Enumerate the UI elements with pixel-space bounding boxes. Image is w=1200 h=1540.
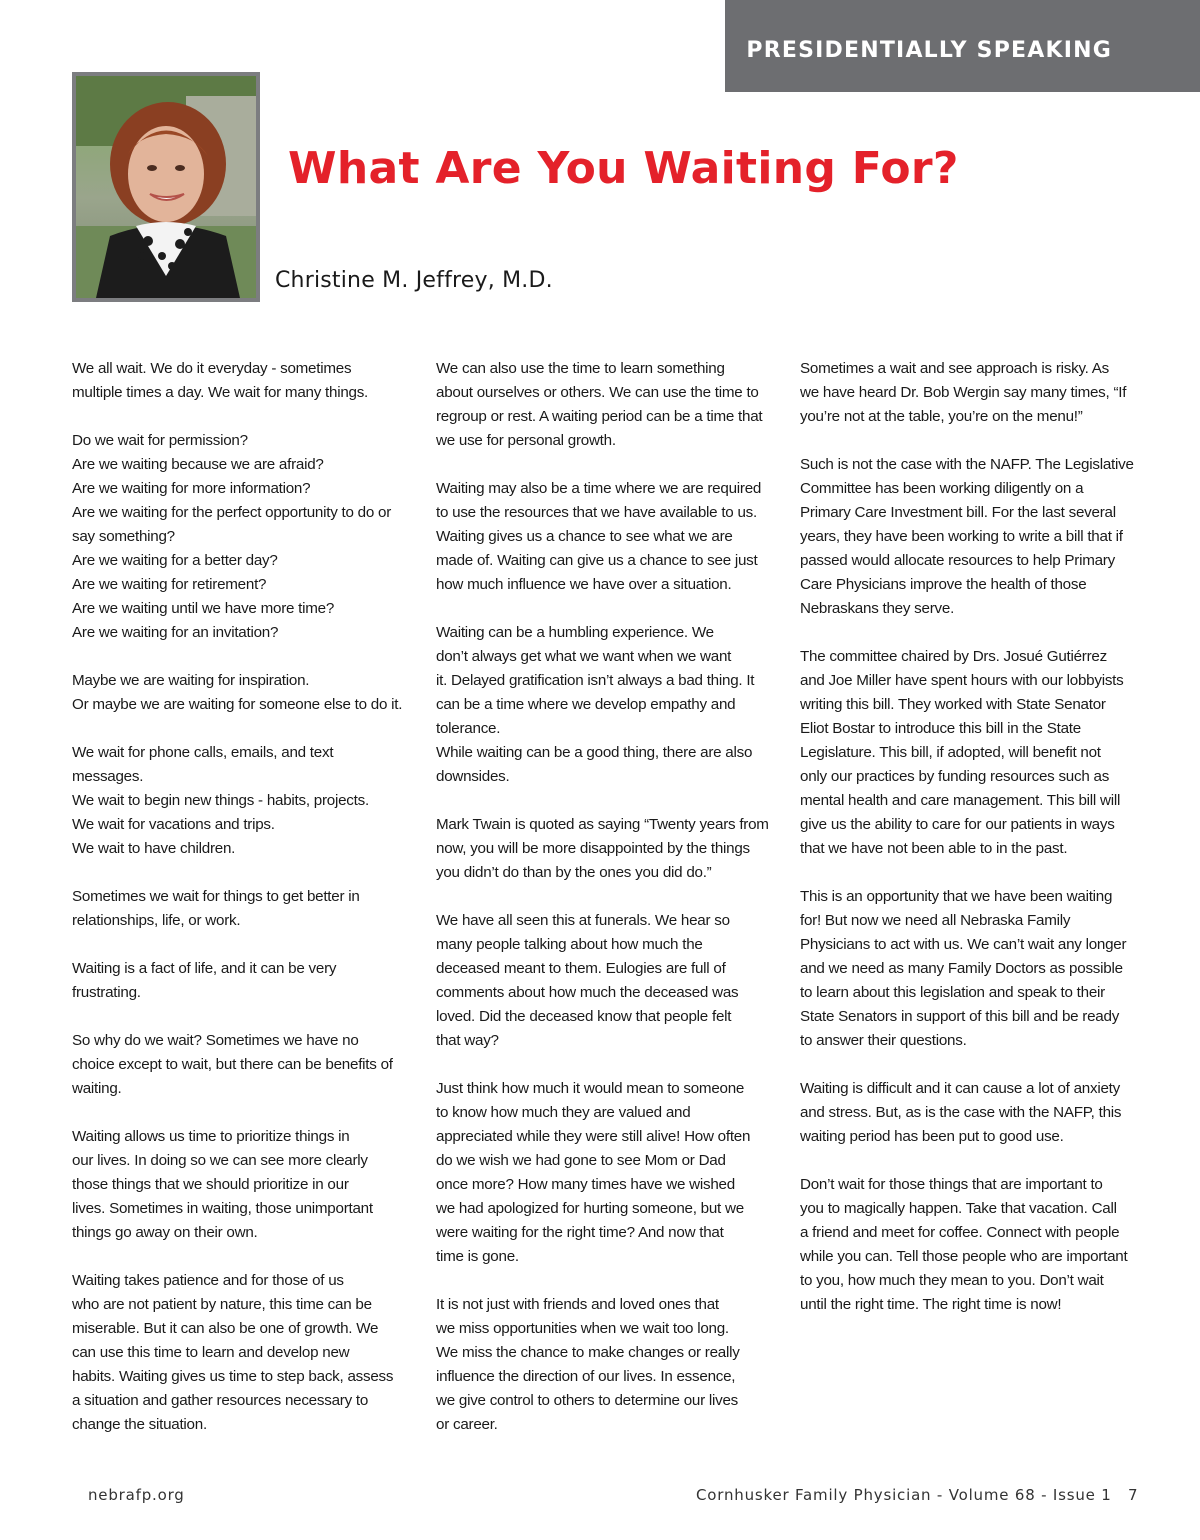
- text-line: and Joe Miller have spent hours with our lobbyists: [800, 672, 1124, 689]
- article-paragraph: [72, 1269, 407, 1437]
- article-paragraph: [72, 741, 407, 861]
- text-line: Waiting is a fact of life, and it can be very: [72, 960, 337, 977]
- text-line: Or maybe we are waiting for someone else to do it.: [72, 696, 403, 713]
- article-paragraph: [800, 885, 1135, 1053]
- text-line: it. Delayed gratification isn’t always a bad thing. It: [436, 672, 755, 689]
- text-line: we have heard Dr. Bob Wergin say many times, “If: [800, 384, 1127, 401]
- text-line: we give control to others to determine our lives: [436, 1392, 739, 1409]
- text-line: habits. Waiting gives us time to step back, assess: [72, 1368, 394, 1385]
- text-line: until the right time. The right time is now!: [800, 1296, 1062, 1313]
- text-line: only our practices by funding resources such as: [800, 768, 1110, 785]
- text-line: So why do we wait? Sometimes we have no: [72, 1032, 359, 1049]
- text-line: Waiting allows us time to prioritize things in: [72, 1128, 350, 1145]
- text-line: lives. Sometimes in waiting, those unimportant: [72, 1200, 373, 1217]
- article-title: What Are You Waiting For?: [288, 143, 959, 194]
- page-number: 7: [1128, 1486, 1138, 1504]
- article-paragraph: [800, 1173, 1135, 1317]
- text-line: you to magically happen. Take that vacation. Call: [800, 1200, 1117, 1217]
- article-column-3: [800, 357, 1135, 1341]
- text-line: were waiting for the right time? And now that: [436, 1224, 724, 1241]
- text-line: This is an opportunity that we have been waiting: [800, 888, 1113, 905]
- text-line: relationships, life, or work.: [72, 912, 241, 929]
- text-line: say something?: [72, 528, 175, 545]
- text-line: We wait for phone calls, emails, and text messages.: [72, 744, 334, 785]
- text-line: The committee chaired by Drs. Josué Gutiérrez: [800, 648, 1107, 665]
- text-line: mental health and care management. This bill will: [800, 792, 1121, 809]
- article-paragraph: [436, 909, 771, 1053]
- author-photo: [72, 72, 260, 302]
- text-line: Are we waiting because we are afraid?: [72, 456, 324, 473]
- article-paragraph: [436, 813, 771, 885]
- text-line: do we wish we had gone to see Mom or Dad: [436, 1152, 726, 1169]
- article-paragraph: [72, 357, 407, 405]
- section-label: PRESIDENTIALLY SPEAKING: [746, 38, 1112, 63]
- text-line: While waiting can be a good thing, there are also: [436, 744, 753, 761]
- footer-website: nebrafp.org: [88, 1486, 185, 1504]
- text-line: that we have not been able to in the past.: [800, 840, 1068, 857]
- text-line: and we need as many Family Doctors as possible: [800, 960, 1123, 977]
- article-paragraph: [436, 621, 771, 789]
- text-line: our lives. In doing so we can see more clearly: [72, 1152, 368, 1169]
- text-line: Waiting is difficult and it can cause a lot of anxiety: [800, 1080, 1120, 1097]
- text-line: downsides.: [436, 768, 510, 785]
- text-line: for! But now we need all Nebraska Family: [800, 912, 1071, 929]
- text-line: we miss opportunities when we wait too long.: [436, 1320, 729, 1337]
- text-line: tolerance.: [436, 720, 501, 737]
- text-line: We all wait. We do it everyday - sometimes: [72, 360, 352, 377]
- text-line: Waiting can be a humbling experience. We: [436, 624, 714, 641]
- text-line: now, you will be more disappointed by the things: [436, 840, 750, 857]
- article-paragraph: [72, 1029, 407, 1101]
- text-line: Sometimes a wait and see approach is risky. As: [800, 360, 1109, 377]
- text-line: Maybe we are waiting for inspiration.: [72, 672, 310, 689]
- text-line: can be a time where we develop empathy and: [436, 696, 736, 713]
- article-column-1: [72, 357, 407, 1461]
- article-author: Christine M. Jeffrey, M.D.: [275, 268, 553, 293]
- text-line: while you can. Tell those people who are important: [800, 1248, 1128, 1265]
- author-portrait-image: [76, 76, 256, 298]
- text-line: a situation and gather resources necessary to: [72, 1392, 369, 1409]
- article-paragraph: [72, 669, 407, 717]
- text-line: Care Physicians improve the health of those: [800, 576, 1087, 593]
- text-line: frustrating.: [72, 984, 141, 1001]
- text-line: time is gone.: [436, 1248, 519, 1265]
- text-line: Legislature. This bill, if adopted, will benefit not: [800, 744, 1101, 761]
- text-line: how much influence we have over a situation.: [436, 576, 732, 593]
- text-line: many people talking about how much the: [436, 936, 703, 953]
- text-line: Are we waiting for a better day?: [72, 552, 278, 569]
- text-line: Just think how much it would mean to someone: [436, 1080, 745, 1097]
- text-line: Such is not the case with the NAFP. The Legislative: [800, 456, 1134, 473]
- text-line: regroup or rest. A waiting period can be a time that: [436, 408, 763, 425]
- text-line: waiting period has been put to good use.: [800, 1128, 1064, 1145]
- text-line: We wait for vacations and trips.: [72, 816, 275, 833]
- text-line: Mark Twain is quoted as saying “Twenty years from: [436, 816, 769, 833]
- text-line: loved. Did the deceased know that people felt: [436, 1008, 732, 1025]
- article-paragraph: [436, 477, 771, 597]
- text-line: Physicians to act with us. We can’t wait any longer: [800, 936, 1127, 953]
- text-line: we use for personal growth.: [436, 432, 616, 449]
- text-line: It is not just with friends and loved ones that: [436, 1296, 719, 1313]
- text-line: Don’t wait for those things that are important to: [800, 1176, 1103, 1193]
- text-line: can use this time to learn and develop new: [72, 1344, 350, 1361]
- text-line: once more? How many times have we wished: [436, 1176, 735, 1193]
- text-line: about ourselves or others. We can use the time to: [436, 384, 759, 401]
- text-line: choice except to wait, but there can be benefits of: [72, 1056, 393, 1073]
- text-line: you’re not at the table, you’re on the menu!”: [800, 408, 1083, 425]
- text-line: don’t always get what we want when we want: [436, 648, 732, 665]
- text-line: multiple times a day. We wait for many things.: [72, 384, 369, 401]
- article-column-2: [436, 357, 771, 1461]
- text-line: We wait to begin new things - habits, projects.: [72, 792, 369, 809]
- text-line: to answer their questions.: [800, 1032, 967, 1049]
- footer-publication: Cornhusker Family Physician - Volume 68 - Issue 1: [696, 1486, 1112, 1504]
- text-line: to you, how much they mean to you. Don’t wait: [800, 1272, 1104, 1289]
- text-line: appreciated while they were still alive! How often: [436, 1128, 751, 1145]
- text-line: comments about how much the deceased was: [436, 984, 739, 1001]
- text-line: miserable. But it can also be one of growth. We: [72, 1320, 379, 1337]
- text-line: writing this bill. They worked with State Senator: [800, 696, 1106, 713]
- text-line: Are we waiting for an invitation?: [72, 624, 279, 641]
- text-line: we had apologized for hurting someone, but we: [436, 1200, 744, 1217]
- text-line: We miss the chance to make changes or really: [436, 1344, 740, 1361]
- text-line: Are we waiting until we have more time?: [72, 600, 335, 617]
- article-paragraph: [436, 357, 771, 453]
- article-paragraph: [800, 1077, 1135, 1149]
- article-paragraph: [72, 957, 407, 1005]
- text-line: Eliot Bostar to introduce this bill in the State: [800, 720, 1081, 737]
- text-line: a friend and meet for coffee. Connect with people: [800, 1224, 1120, 1241]
- text-line: to know how much they are valued and: [436, 1104, 691, 1121]
- text-line: that way?: [436, 1032, 499, 1049]
- text-line: to use the resources that we have available to us.: [436, 504, 757, 521]
- text-line: those things that we should prioritize in our: [72, 1176, 349, 1193]
- article-paragraph: [800, 645, 1135, 861]
- text-line: change the situation.: [72, 1416, 207, 1433]
- text-line: made of. Waiting can give us a chance to see just: [436, 552, 758, 569]
- text-line: We have all seen this at funerals. We hear so: [436, 912, 730, 929]
- article-paragraph: [72, 1125, 407, 1245]
- text-line: We can also use the time to learn something: [436, 360, 725, 377]
- text-line: who are not patient by nature, this time can be: [72, 1296, 372, 1313]
- section-header-tab: [725, 0, 1200, 92]
- text-line: Do we wait for permission?: [72, 432, 248, 449]
- text-line: and stress. But, as is the case with the NAFP, this: [800, 1104, 1122, 1121]
- text-line: you didn’t do than by the ones you did do.”: [436, 864, 712, 881]
- text-line: to learn about this legislation and speak to their: [800, 984, 1105, 1001]
- text-line: things go away on their own.: [72, 1224, 258, 1241]
- text-line: Waiting takes patience and for those of us: [72, 1272, 344, 1289]
- article-paragraph: [436, 1293, 771, 1437]
- text-line: Nebraskans they serve.: [800, 600, 955, 617]
- text-line: give us the ability to care for our patients in ways: [800, 816, 1115, 833]
- article-paragraph: [436, 1077, 771, 1269]
- text-line: Primary Care Investment bill. For the last several: [800, 504, 1116, 521]
- article-paragraph: [72, 429, 407, 645]
- text-line: years, they have been working to write a bill that if: [800, 528, 1123, 545]
- article-paragraph: [800, 453, 1135, 621]
- text-line: passed would allocate resources to help Primary: [800, 552, 1115, 569]
- text-line: Sometimes we wait for things to get better in: [72, 888, 360, 905]
- text-line: Waiting may also be a time where we are required: [436, 480, 762, 497]
- text-line: waiting.: [72, 1080, 122, 1097]
- text-line: Are we waiting for more information?: [72, 480, 311, 497]
- text-line: We wait to have children.: [72, 840, 236, 857]
- text-line: Waiting gives us a chance to see what we are: [436, 528, 733, 545]
- text-line: State Senators in support of this bill and be ready: [800, 1008, 1120, 1025]
- text-line: influence the direction of our lives. In essence,: [436, 1368, 736, 1385]
- text-line: deceased meant to them. Eulogies are full of: [436, 960, 726, 977]
- text-line: Are we waiting for the perfect opportunity to do or: [72, 504, 392, 521]
- article-paragraph: [800, 357, 1135, 429]
- text-line: Committee has been working diligently on a: [800, 480, 1084, 497]
- text-line: or career.: [436, 1416, 498, 1433]
- text-line: Are we waiting for retirement?: [72, 576, 267, 593]
- article-paragraph: [72, 885, 407, 933]
